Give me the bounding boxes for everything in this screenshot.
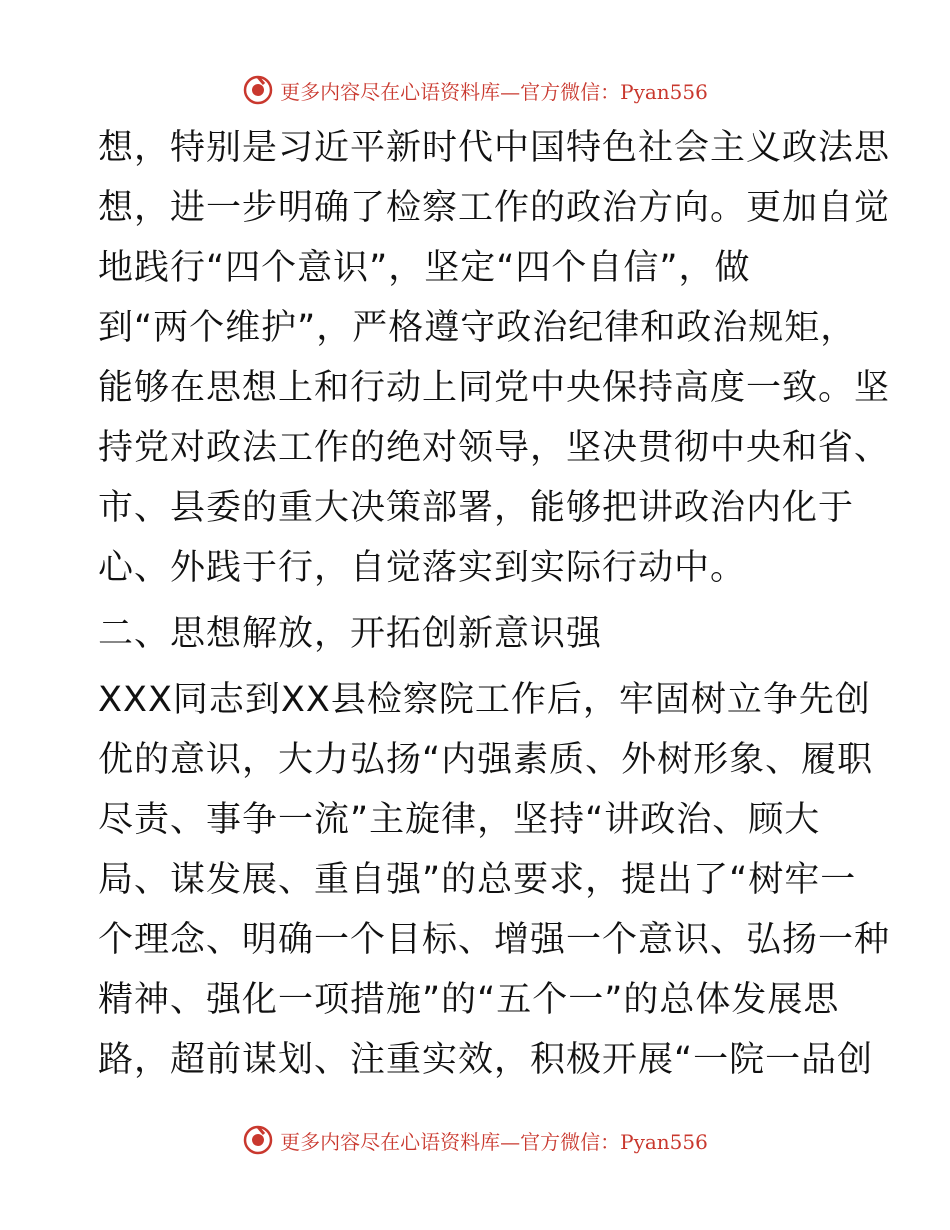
stamp-logo-icon bbox=[242, 1124, 274, 1156]
text-line: 想，特别是习近平新时代中国特色社会主义政法思 bbox=[98, 128, 891, 168]
text-line: 能够在思想上和行动上同党中央保持高度一致。坚 bbox=[98, 368, 891, 408]
text-line: 持党对政法工作的绝对领导，坚决贯彻中央和省、 bbox=[98, 428, 891, 468]
text-line: 心、外践于行，自觉落实到实际行动中。 bbox=[98, 548, 747, 588]
watermark-text: 更多内容尽在心语资料库—官方微信：Pyan556 bbox=[280, 79, 708, 104]
paragraph-1 bbox=[98, 118, 891, 598]
document-body bbox=[98, 118, 891, 1090]
text-line: 市、县委的重大决策部署，能够把讲政治内化于 bbox=[98, 488, 855, 528]
text-line: 到“两个维护”，严格遵守政治纪律和政治规矩， bbox=[98, 308, 857, 348]
text-line: 局、谋发展、重自强”的总要求，提出了“树牢一 bbox=[98, 860, 857, 900]
text-line: 个理念、明确一个目标、增强一个意识、弘扬一种 bbox=[98, 920, 891, 960]
text-line: 尽责、事争一流”主旋律，坚持“讲政治、顾大 bbox=[98, 800, 821, 840]
watermark-text: 更多内容尽在心语资料库—官方微信：Pyan556 bbox=[280, 1129, 708, 1154]
text-line: 想，进一步明确了检察工作的政治方向。更加自觉 bbox=[98, 188, 891, 228]
section-heading: 二、思想解放，开拓创新意识强 bbox=[98, 614, 603, 654]
text-line: XXX同志到XX县检察院工作后，牢固树立争先创 bbox=[98, 680, 871, 720]
paragraph-2 bbox=[98, 670, 891, 1090]
text-line: 精神、强化一项措施”的“五个一”的总体发展思 bbox=[98, 980, 840, 1020]
text-line: 优的意识，大力弘扬“内强素质、外树形象、履职 bbox=[98, 740, 874, 780]
header-watermark bbox=[0, 70, 950, 110]
text-line: 路，超前谋划、注重实效，积极开展“一院一品创 bbox=[98, 1040, 874, 1080]
text-line: 地践行“四个意识”，坚定“四个自信”，做 bbox=[98, 248, 751, 288]
footer-watermark bbox=[0, 1120, 950, 1160]
stamp-logo-icon bbox=[242, 74, 274, 106]
